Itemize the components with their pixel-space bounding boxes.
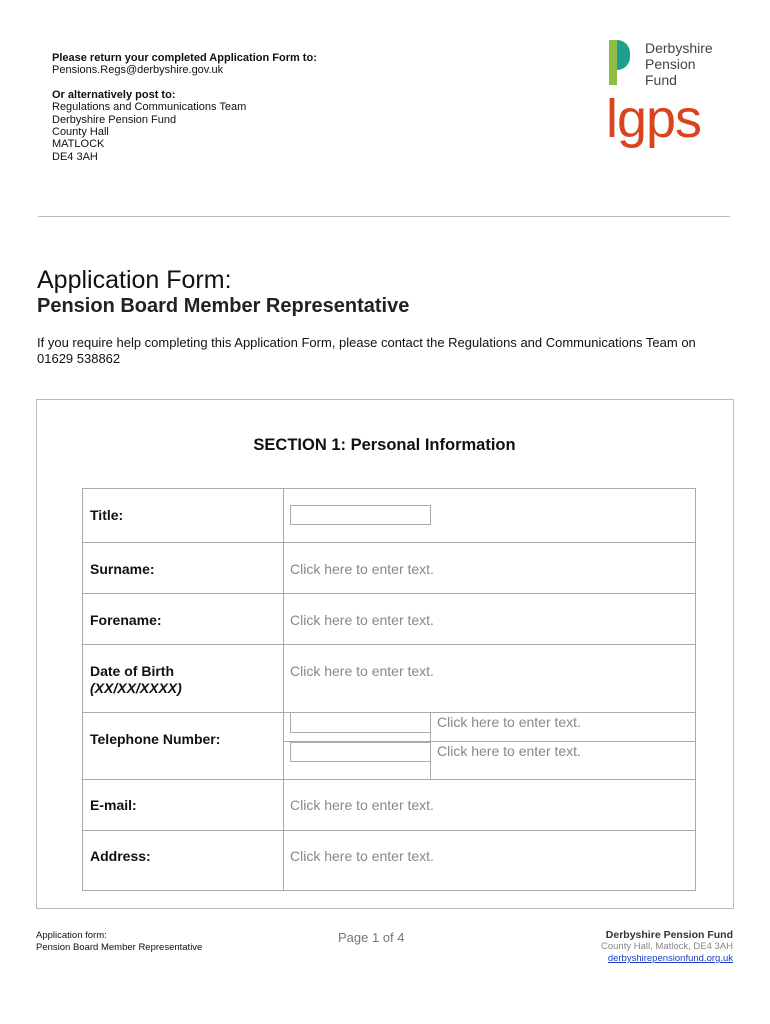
row-divider bbox=[82, 593, 696, 594]
footer-doc-name: Pension Board Member Representative bbox=[36, 942, 203, 953]
forename-input[interactable]: Click here to enter text. bbox=[290, 612, 434, 628]
dob-format: (XX/XX/XXXX) bbox=[90, 680, 182, 696]
row-divider bbox=[82, 644, 696, 645]
footer-doc-type: Application form: bbox=[36, 930, 107, 941]
address-line: Derbyshire Pension Fund bbox=[52, 113, 177, 126]
logo-bar bbox=[609, 40, 617, 85]
telephone-type-input-2[interactable] bbox=[290, 742, 431, 762]
telephone-input-1[interactable]: Click here to enter text. bbox=[437, 714, 581, 730]
email-label: E-mail: bbox=[90, 797, 137, 813]
divider bbox=[38, 216, 730, 217]
logo-text: Derbyshire bbox=[645, 40, 713, 56]
address-line: County Hall bbox=[52, 126, 109, 139]
title-label: Title: bbox=[90, 507, 124, 523]
surname-input[interactable]: Click here to enter text. bbox=[290, 561, 434, 577]
help-text: If you require help completing this Application Form, please contact the Regulations and Communications Team on 01629 538862 bbox=[37, 335, 696, 366]
logo-text: Fund bbox=[645, 72, 677, 88]
row-divider bbox=[82, 830, 696, 831]
lgps-logo: lgps bbox=[606, 89, 702, 149]
email-input[interactable]: Click here to enter text. bbox=[290, 797, 434, 813]
row-divider bbox=[82, 779, 696, 780]
logo-text: Pension bbox=[645, 56, 696, 72]
telephone-label: Telephone Number: bbox=[90, 731, 221, 747]
title-input[interactable] bbox=[290, 505, 431, 525]
row-divider bbox=[82, 542, 696, 543]
website-link[interactable]: derbyshirepensionfund.org.uk bbox=[607, 953, 733, 964]
telephone-type-input-1[interactable] bbox=[290, 712, 431, 733]
return-info bbox=[52, 52, 317, 163]
address-line: DE4 3AH bbox=[52, 150, 98, 163]
footer-address: County Hall, Matlock, DE4 3AH bbox=[601, 941, 733, 952]
dob-label: Date of Birth bbox=[90, 663, 174, 679]
dob-input[interactable]: Click here to enter text. bbox=[290, 663, 434, 679]
post-heading: Or alternatively post to: bbox=[52, 88, 176, 101]
return-heading: Please return your completed Application Form to: bbox=[52, 52, 317, 64]
page-subtitle: Pension Board Member Representative bbox=[37, 295, 410, 317]
forename-label: Forename: bbox=[90, 612, 162, 628]
surname-label: Surname: bbox=[90, 561, 155, 577]
address-line: Regulations and Communications Team bbox=[52, 101, 247, 114]
address-label: Address: bbox=[90, 848, 151, 864]
page-number: Page 1 of 4 bbox=[338, 930, 405, 945]
footer-org: Derbyshire Pension Fund bbox=[605, 929, 733, 941]
telephone-input-2[interactable]: Click here to enter text. bbox=[437, 743, 581, 759]
return-email: Pensions.Regs@derbyshire.gov.uk bbox=[52, 64, 224, 77]
logo-bowl bbox=[617, 40, 630, 70]
address-input[interactable]: Click here to enter text. bbox=[290, 848, 434, 864]
footer-left bbox=[36, 930, 202, 954]
section-title: SECTION 1: Personal Information bbox=[253, 436, 516, 454]
footer-right bbox=[601, 929, 733, 965]
address-line: MATLOCK bbox=[52, 138, 105, 151]
page-title: Application Form: bbox=[37, 266, 232, 294]
